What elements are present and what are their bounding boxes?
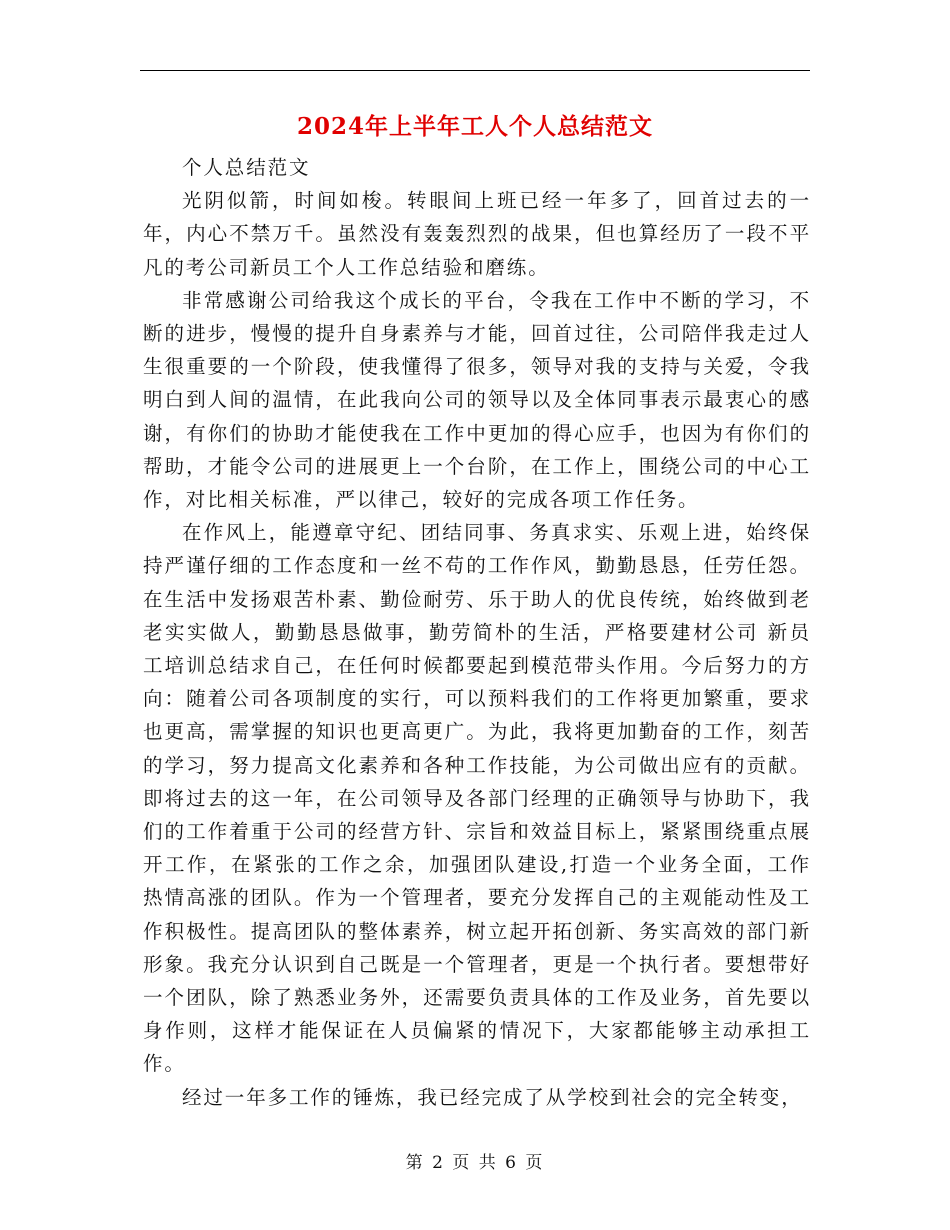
paragraph-4: 经过一年多工作的锤炼，我已经完成了从学校到社会的完全转变， xyxy=(182,1085,803,1109)
document-title: 2024年上半年工人个人总结范文 xyxy=(296,113,653,140)
paragraph-subtitle: 个人总结范文 xyxy=(182,156,311,179)
header-rule xyxy=(140,70,810,71)
page-number: 第 2 页 共 6 页 xyxy=(405,1153,545,1173)
paragraph-3: 在作风上，能遵章守纪、团结同事、务真求实、乐观上进，始终保持严谨仔细的工作态度和一丝不苟的工作作风，勤勤恳恳，任劳任怨。在生活中发扬艰苦朴素、勤俭耐劳、乐于助人的优良传统，始终做到老老实实做人，勤勤恳恳做事，勤劳简朴的生活，严格要建材公司 新员工培训总结求自己，在任何时候都要起到模范带头作用。今后努力的方向：随着公司各项制度的实行，可以预料我们的工作将更加繁重，要求也更高，需掌握的知识也更高更广。为此，我将更加勤奋的工作，刻苦的学习，努力提高文化素养和各种工作技能，为公司做出应有的贡献。即将过去的这一年，在公司领导及各部门经理的正确领导与协助下，我们的工作着重于公司的经营方针、宗旨和效益目标上，紧紧围绕重点展开工作，在紧张的工作之余，加强团队建设,打造一个业务全面，工作热情高涨的团队。作为一个管理者，要充分发挥自己的主观能动性及工作积极性。提高团队的整体素养，树立起开拓创新、务实高效的部门新形象。我充分认识到自己既是一个管理者，更是一个执行者。要想带好一个团队，除了熟悉业务外，还需要负责具体的工作及业务，首先要以身作则，这样才能保证在人员偏紧的情况下，大家都能够主动承担工作。 xyxy=(143,521,811,1076)
paragraph-2: 非常感谢公司给我这个成长的平台，令我在工作中不断的学习，不断的进步，慢慢的提升自身素养与才能，回首过往，公司陪伴我走过人生很重要的一个阶段，使我懂得了很多，领导对我的支持与关爱，令我明白到人间的温情，在此我向公司的领导以及全体同事表示最衷心的感谢，有你们的协助才能使我在工作中更加的得心应手，也因为有你们的帮助，才能令公司的进展更上一个台阶，在工作上，围绕公司的中心工作，对比相关标准，严以律己，较好的完成各项工作任务。 xyxy=(143,288,811,512)
document-body xyxy=(143,151,811,1114)
paragraph-1: 光阴似箭，时间如梭。转眼间上班已经一年多了，回首过去的一年，内心不禁万千。虽然没有轰轰烈烈的战果，但也算经历了一段不平凡的考公司新员工个人工作总结验和磨练。 xyxy=(143,189,811,279)
